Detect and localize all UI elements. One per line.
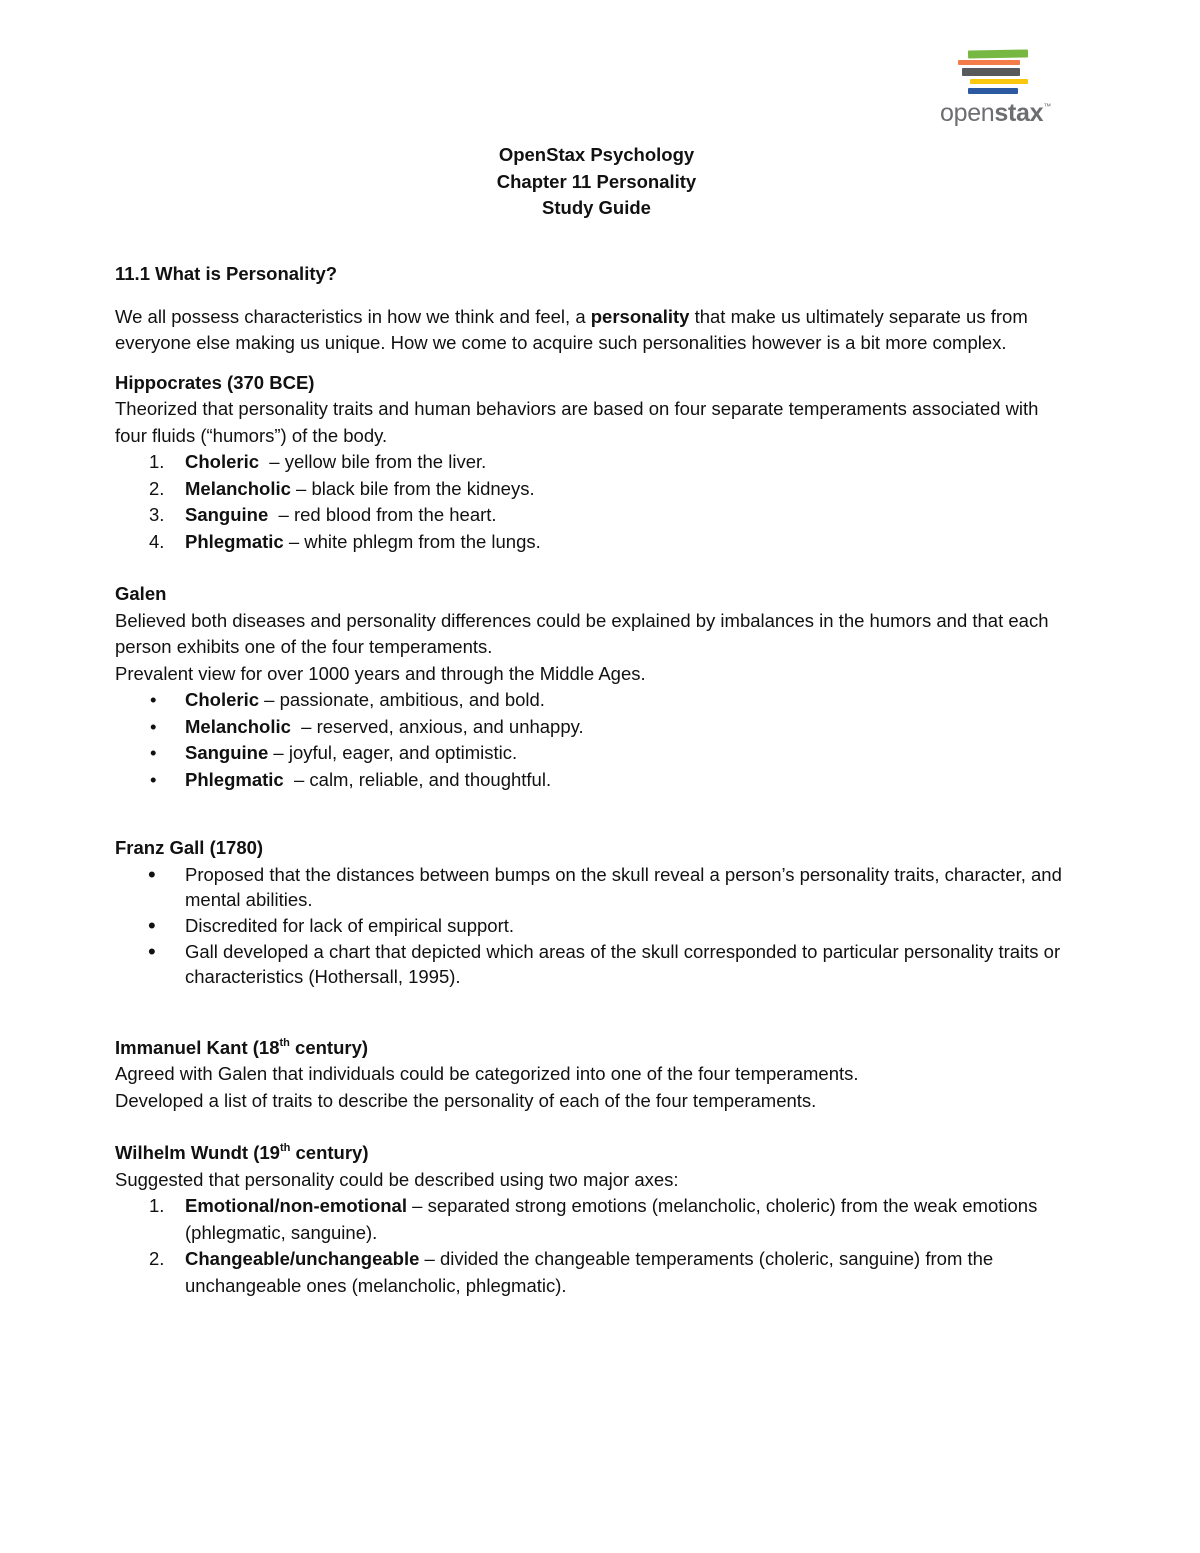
term: Choleric (185, 451, 260, 472)
intro-paragraph (115, 304, 1075, 357)
section-heading-11-1: 11.1 What is Personality? (115, 263, 338, 284)
list-number: 2. (149, 1248, 165, 1269)
list-item (115, 529, 1075, 556)
term: Melancholic (185, 477, 291, 499)
list-item (115, 476, 1075, 503)
list-item (115, 449, 1075, 476)
term: Phlegmatic (185, 768, 284, 790)
kant-text-1: Agreed with Galen that individuals could be categorized into one of the four temperaments. (115, 1063, 859, 1084)
term-desc: – separated strong emotions (melancholic, choleric) from the weak emotions (phlegmatic, sanguine). (185, 1195, 1038, 1243)
bullet: • (150, 742, 157, 763)
list-item (115, 767, 1075, 794)
term-desc: – calm, reliable, and thoughtful. (283, 768, 552, 790)
bullet: • (150, 689, 157, 710)
openstax-logo (940, 46, 1060, 136)
list-item (115, 740, 1075, 767)
list-item (115, 1193, 1075, 1246)
list-item (115, 1246, 1075, 1299)
intro-text-b: that make us ultimately separate us from everyone else making us unique. How we come to acquire such personalities however is a bit more complex. (115, 305, 1028, 353)
hippocrates-text: Theorized that personality traits and human behaviors are based on four separate temperaments associated with four fluids (“humors”) of the body. (115, 398, 1039, 446)
logo-bar-green (968, 49, 1028, 58)
title-line-2: Chapter 11 Personality (496, 170, 697, 192)
term-desc: – yellow bile from the liver. (259, 451, 487, 472)
term-desc: – passionate, ambitious, and bold. (259, 689, 545, 710)
term: Emotional/non-emotional (185, 1195, 407, 1216)
wundt-heading-b: century) (290, 1142, 369, 1163)
logo-wordmark (940, 99, 1051, 127)
logo-bar-orange (958, 60, 1020, 65)
gall-list (115, 862, 1075, 989)
kant-heading-sup: th (279, 1036, 290, 1049)
kant-heading (115, 1035, 1075, 1062)
gall-heading: Franz Gall (1780) (115, 837, 264, 858)
item-text: Discredited for lack of empirical support. (185, 914, 515, 936)
hippocrates-list (115, 449, 1075, 555)
list-item (115, 913, 1075, 938)
term-desc: – red blood from the heart. (268, 504, 497, 525)
title-line-3: Study Guide (542, 197, 651, 218)
term: Changeable/unchangeable (185, 1248, 420, 1269)
galen-heading: Galen (115, 583, 167, 604)
list-item (115, 862, 1075, 912)
list-number: 1. (149, 1195, 165, 1216)
item-text: Proposed that the distances between bumps on the skull reveal a person’s personality traits, character, and mental abilities. (185, 863, 1062, 910)
logo-bar-yellow (970, 79, 1028, 84)
list-item (115, 939, 1075, 989)
wundt-text: Suggested that personality could be described using two major axes: (115, 1168, 679, 1190)
wundt-heading (115, 1140, 1075, 1167)
logo-trademark: ™ (1043, 102, 1051, 111)
bullet: • (148, 912, 156, 938)
logo-text-bold: stax (994, 99, 1044, 127)
wundt-heading-a: Wilhelm Wundt (19 (115, 1142, 280, 1163)
bullet: • (150, 715, 157, 737)
intro-text-a: We all possess characteristics in how we think and feel, a (115, 305, 591, 327)
galen-list (115, 687, 1075, 793)
title-line-1: OpenStax Psychology (498, 144, 695, 165)
term: Sanguine (185, 742, 269, 763)
galen-text-1: Believed both diseases and personality differences could be explained by imbalances in the humors and that each person exhibits one of the four temperaments. (115, 609, 1049, 657)
term-desc: – divided the changeable temperaments (choleric, sanguine) from the unchangeable ones (melancholic, phlegmatic). (185, 1248, 994, 1296)
term: Melancholic (185, 715, 291, 737)
wundt-list (115, 1193, 1075, 1299)
list-number: 1. (149, 451, 165, 472)
galen-text-2: Prevalent view for over 1000 years and through the Middle Ages. (115, 662, 646, 684)
list-number: 2. (149, 477, 165, 499)
list-item (115, 502, 1075, 529)
logo-bar-blue (968, 88, 1018, 94)
term-desc: – joyful, eager, and optimistic. (268, 742, 518, 763)
bullet: • (150, 768, 157, 790)
kant-heading-a: Immanuel Kant (18 (115, 1036, 280, 1058)
list-item (115, 714, 1075, 741)
kant-heading-b: century) (289, 1036, 369, 1058)
term-desc: – reserved, anxious, and unhappy. (290, 715, 584, 737)
wundt-heading-sup: th (279, 1142, 291, 1154)
kant-text-2: Developed a list of traits to describe the personality of each of the four temperaments. (115, 1089, 817, 1111)
list-item (115, 687, 1075, 714)
term-desc: – black bile from the kidneys. (290, 477, 535, 499)
intro-term-personality: personality (590, 305, 690, 327)
bullet: • (148, 861, 156, 887)
item-text: Gall developed a chart that depicted which areas of the skull corresponded to particular personality traits or characteristics (Hothersall, 1995). (185, 940, 1061, 987)
list-number: 3. (149, 504, 165, 525)
document-title (0, 142, 1193, 222)
hippocrates-heading: Hippocrates (370 BCE) (115, 371, 315, 393)
bullet: • (148, 938, 156, 964)
term-desc: – white phlegm from the lungs. (283, 530, 541, 552)
term: Phlegmatic (185, 530, 284, 552)
logo-bar-gray (962, 68, 1020, 76)
logo-text-prefix: open (940, 99, 995, 127)
list-number: 4. (149, 530, 165, 552)
term: Choleric (185, 689, 260, 710)
term: Sanguine (185, 504, 269, 525)
document-body (115, 261, 1075, 1299)
